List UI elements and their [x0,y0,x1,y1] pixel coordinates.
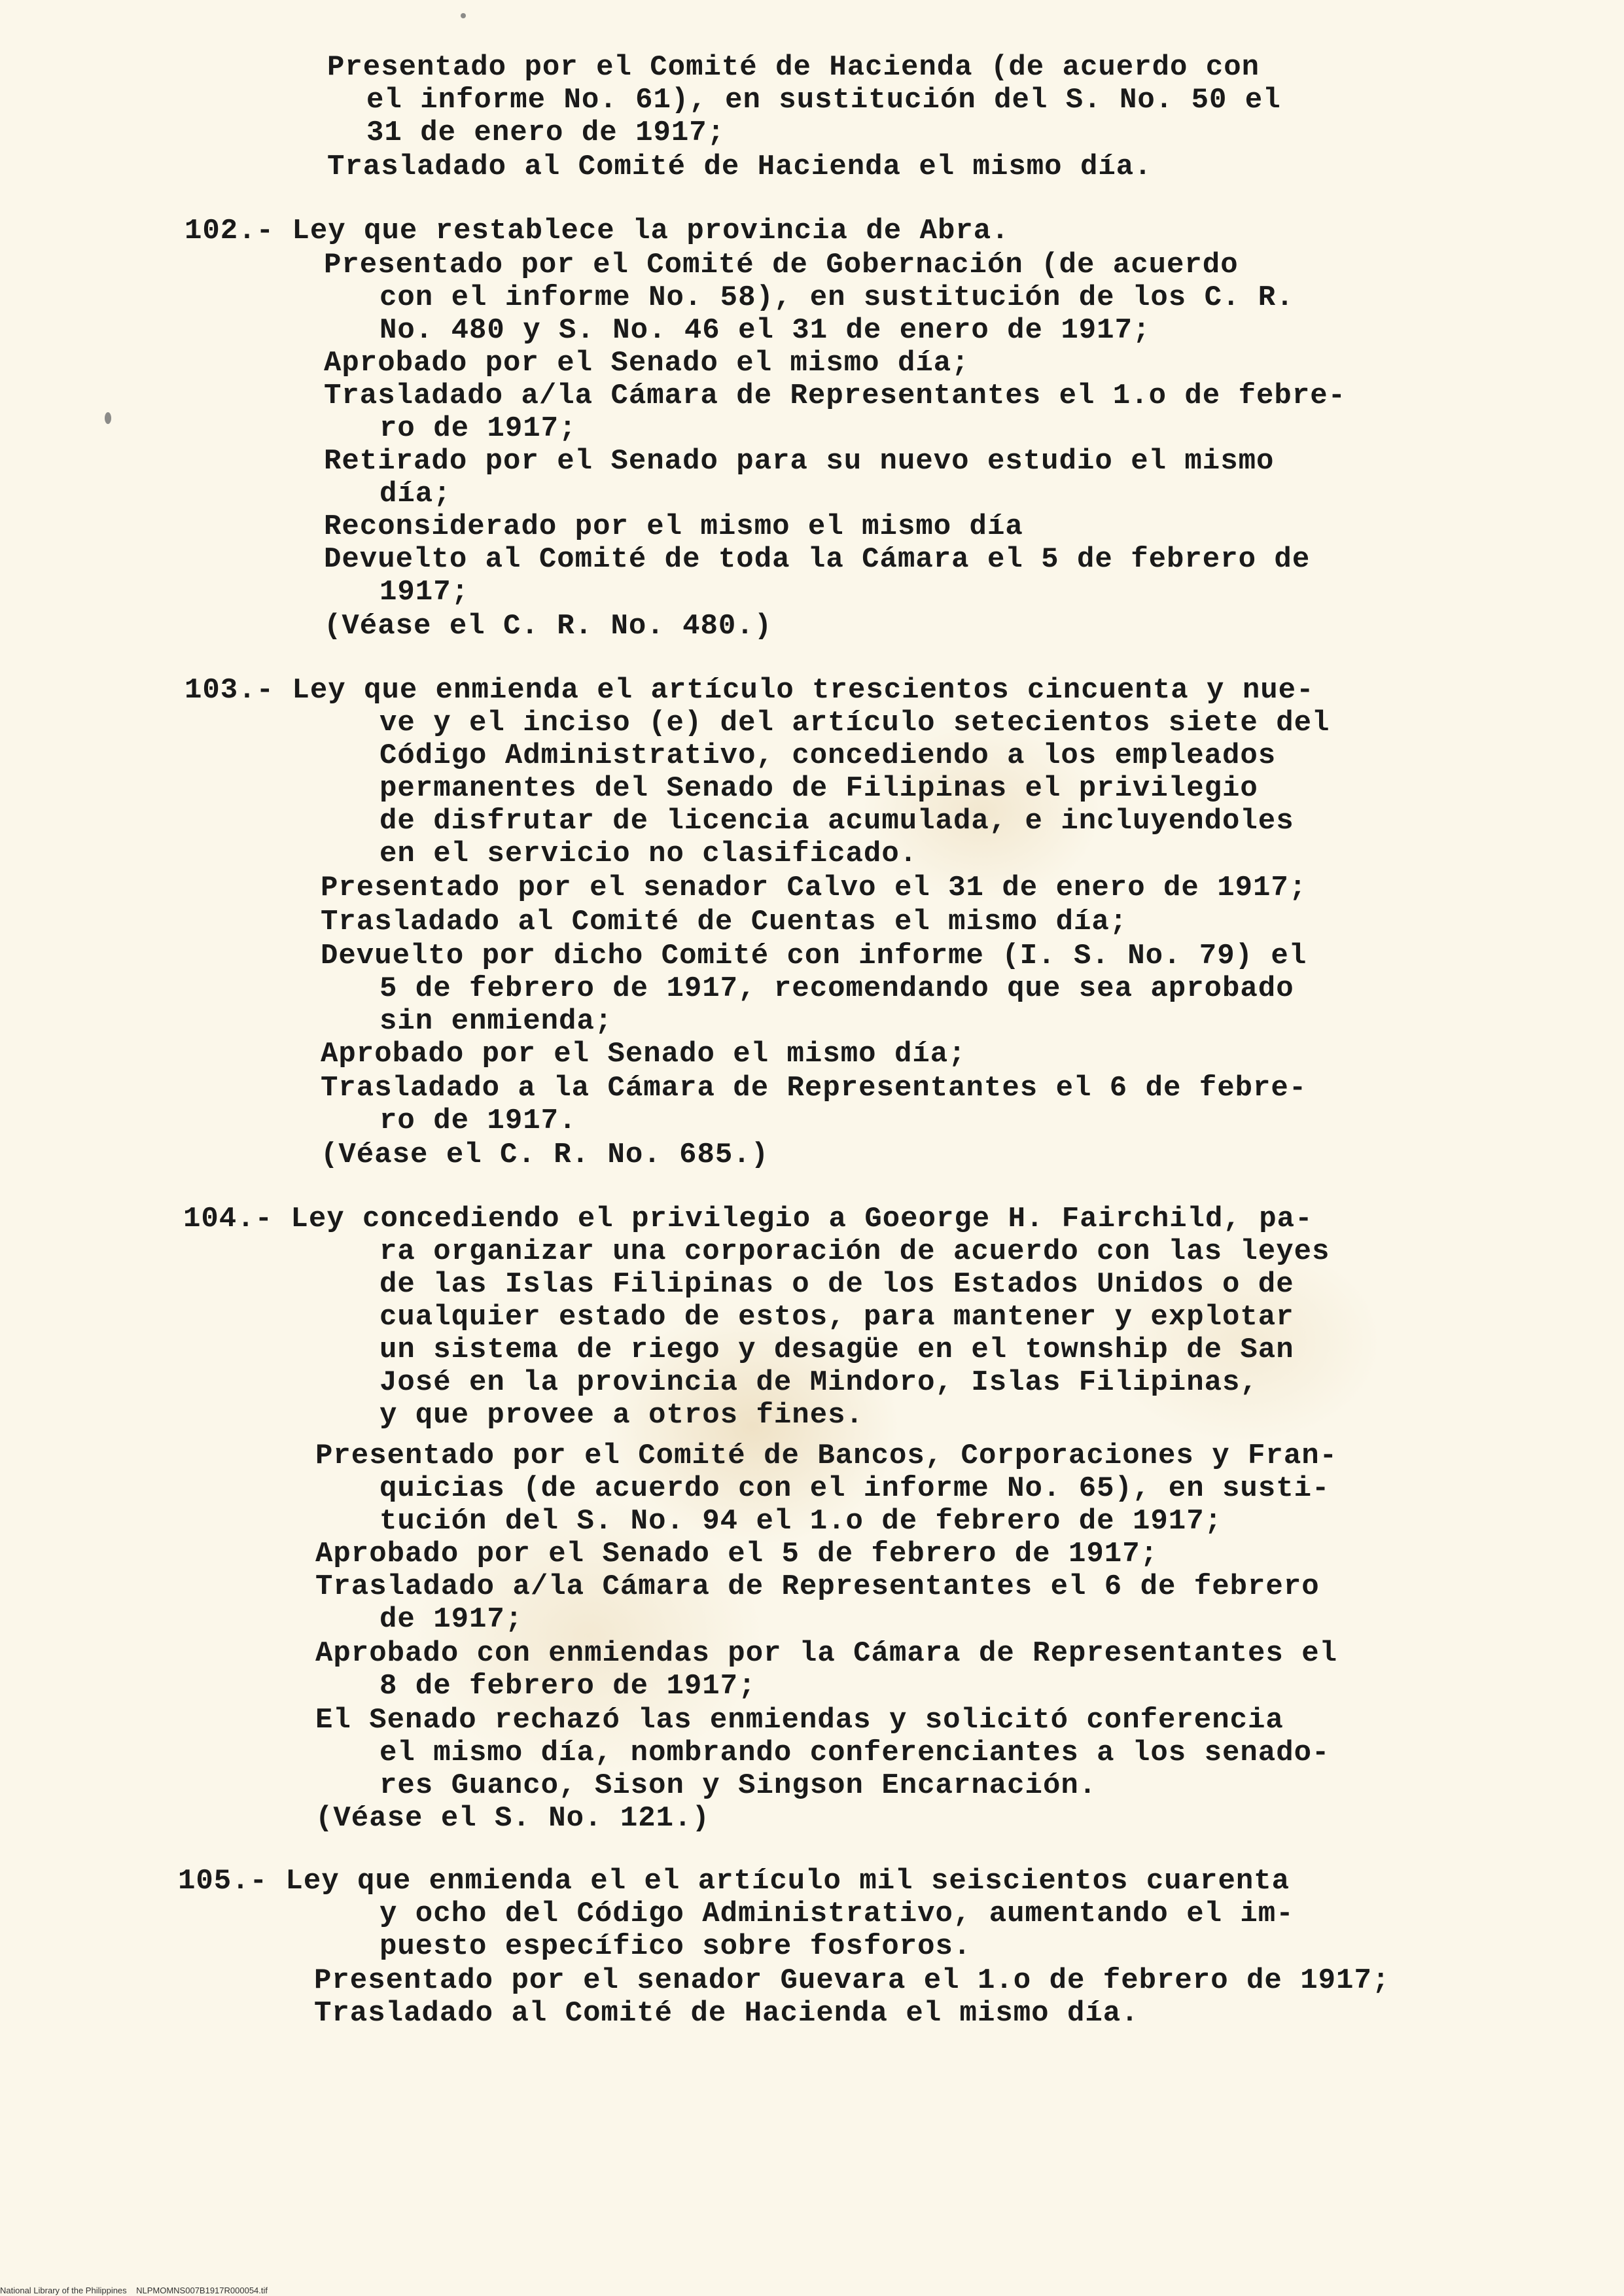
text-line: Aprobado por el Senado el mismo día; [321,1038,966,1070]
text-line: Presentado por el Comité de Bancos, Corporaciones y Fran- [315,1439,1338,1472]
scan-footer: National Library of the Philippines NLPMOMNS007B1917R000054.tif [0,2286,268,2295]
text-line: Trasladado al Comité de Cuentas el mismo día; [321,906,1128,938]
text-line: puesto específico sobre fosforos. [380,1930,972,1963]
text-line: 104.- Ley concediendo el privilegio a Goeorge H. Fairchild, pa- [183,1203,1313,1235]
text-line: Presentado por el senador Calvo el 31 de enero de 1917; [321,872,1307,904]
text-line: 102.- Ley que restablece la provincia de Abra. [185,215,1010,247]
text-line: Reconsiderado por el mismo el mismo día [324,510,1023,543]
text-line: Trasladado al Comité de Hacienda el mismo día. [327,150,1152,183]
text-line: 8 de febrero de 1917; [380,1670,756,1703]
text-line: Aprobado con enmiendas por la Cámara de Representantes el [315,1637,1338,1670]
text-line: permanentes del Senado de Filipinas el privilegio [380,772,1258,805]
text-line: 105.- Ley que enmienda el el artículo mil seiscientos cuarenta [178,1865,1290,1898]
text-line: de las Islas Filipinas o de los Estados Unidos o de [380,1268,1294,1301]
text-line: cualquier estado de estos, para mantener y explotar [380,1301,1294,1333]
text-line: tución del S. No. 94 el 1.o de febrero de 1917; [380,1505,1223,1538]
text-line: ro de 1917; [380,412,577,445]
text-line: con el informe No. 58), en sustitución de los C. R. [380,281,1294,314]
ink-mark [105,412,111,424]
text-line: 103.- Ley que enmienda el artículo trescientos cincuenta y nue- [185,674,1315,707]
text-line: sin enmienda; [380,1005,613,1038]
text-line: ra organizar una corporación de acuerdo con las leyes [380,1235,1330,1268]
text-line: Devuelto al Comité de toda la Cámara el 5 de febrero de [324,543,1311,576]
text-line: el mismo día, nombrando conferenciantes a los senado- [380,1737,1330,1769]
text-line: Trasladado al Comité de Hacienda el mismo día. [314,1997,1139,2030]
text-line: el informe No. 61), en sustitución del S. No. 50 el [366,84,1281,116]
text-line: y ocho del Código Administrativo, aumentando el im- [380,1898,1294,1930]
text-line: (Véase el C. R. No. 480.) [324,610,773,643]
text-line: Trasladado a la Cámara de Representantes el 6 de febre- [321,1072,1307,1104]
text-line: quicias (de acuerdo con el informe No. 65), en susti- [380,1472,1330,1505]
text-line: y que provee a otros fines. [380,1399,864,1432]
text-line: Presentado por el Comité de Hacienda (de acuerdo con [327,51,1260,84]
text-line: día; [380,478,451,510]
text-line: El Senado rechazó las enmiendas y solicitó conferencia [315,1704,1284,1737]
text-line: un sistema de riego y desagüe en el township de San [380,1333,1294,1366]
text-line: Aprobado por el Senado el 5 de febrero de 1917; [315,1538,1159,1570]
text-line: en el servicio no clasificado. [380,838,918,870]
text-line: Trasladado a/la Cámara de Representantes el 6 de febrero [315,1570,1320,1603]
text-line: (Véase el C. R. No. 685.) [321,1139,769,1171]
text-line: de 1917; [380,1603,523,1636]
text-line: 1917; [380,576,470,609]
text-line: de disfrutar de licencia acumulada, e incluyendoles [380,805,1294,838]
text-line: Presentado por el Comité de Gobernación (de acuerdo [324,249,1239,281]
text-line: Código Administrativo, concediendo a los empleados [380,739,1277,772]
text-line: Devuelto por dicho Comité con informe (I. S. No. 79) el [321,940,1307,972]
text-line: Trasladado a/la Cámara de Representantes el 1.o de febre- [324,380,1347,412]
text-line: 5 de febrero de 1917, recomendando que sea aprobado [380,972,1294,1005]
text-line: José en la provincia de Mindoro, Islas Filipinas, [380,1366,1258,1399]
text-line: ro de 1917. [380,1104,577,1137]
text-line: (Véase el S. No. 121.) [315,1802,710,1835]
text-line: No. 480 y S. No. 46 el 31 de enero de 1917; [380,314,1151,347]
text-line: 31 de enero de 1917; [366,116,726,149]
text-line: Presentado por el senador Guevara el 1.o de febrero de 1917; [314,1964,1390,1997]
text-line: ve y el inciso (e) del artículo setecientos siete del [380,707,1330,739]
text-line: Aprobado por el Senado el mismo día; [324,347,970,380]
ink-mark [461,13,466,18]
text-line: Retirado por el Senado para su nuevo estudio el mismo [324,445,1275,478]
text-line: res Guanco, Sison y Singson Encarnación. [380,1769,1097,1802]
